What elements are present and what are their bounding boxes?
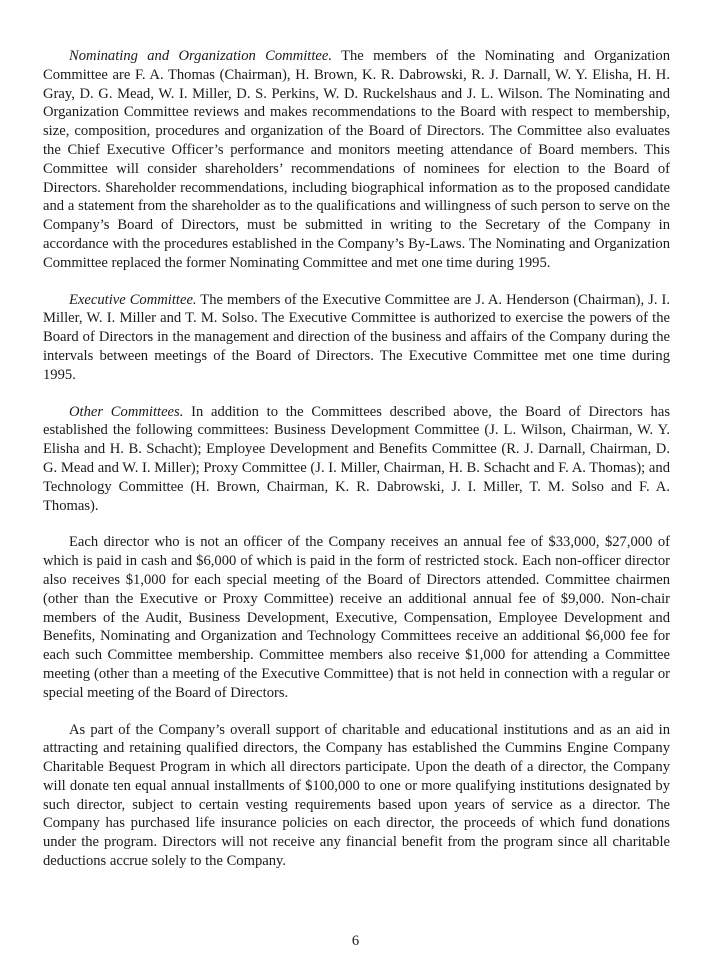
- charitable-bequest-text: As part of the Company’s overall support of charitable and educational institutions and as an aid in attracting and retaining qualified directors, the Company has established the Cummins Engine Company Charitable Bequest Program in which all directors participate. Upon the death of a director, the Company will donate ten equal annual installments of $100,000 to one or more qualifying institutions designated by such director, subject to certain vesting requirements based upon years of service as a director. The Company has purchased life insurance policies on each director, the proceeds of which fund donations under the program. Directors will not receive any financial benefit from the program since all charitable deductions accrue solely to the Company.: [43, 721, 670, 870]
- document-page: [43, 47, 670, 889]
- other-committees-text: In addition to the Committees described above, the Board of Directors has established the following committees: Business Development Committee (J. L. Wilson, Chairman, W. Y. Elisha and H. B. Schacht); Employee Development and Benefits Committee (R. J. Darnall, Chairman, D. G. Mead and W. I. Miller); Proxy Committee (J. I. Miller, Chairman, H. B. Schacht and F. A. Thomas); and Technology Committee (H. Brown, Chairman, K. R. Dabrowski, J. I. Miller, T. M. Solso and F. A. Thomas).: [43, 403, 670, 514]
- executive-committee-heading: Executive Committee.: [69, 291, 197, 308]
- nominating-committee-text: The members of the Nominating and Organization Committee are F. A. Thomas (Chairman), H. Brown, K. R. Dabrowski, R. J. Darnall, W. Y. Elisha, H. H. Gray, D. G. Mead, W. I. Miller, D. S. Perkins, W. D. Ruckelshaus and J. L. Wilson. The Nominating and Organization Committee reviews and makes recommendations to the Board with respect to membership, size, composition, procedures and organization of the Board of Directors. The Committee also evaluates the Chief Executive Officer’s performance and monitors meeting attendance of Board members. This Committee will consider shareholders’ recommendations of nominees for election to the Board of Directors. Shareholder recommendations, including biographical information as to the proposed candidate and a statement from the shareholder as to the qualifications and willingness of such person to serve on the Company’s Board of Directors, must be submitted in writing to the Secretary of the Company in accordance with the procedures established in the Company’s By-Laws. The Nominating and Organization Committee replaced the former Nominating Committee and met one time during 1995.: [43, 48, 671, 271]
- charitable-bequest-paragraph: [43, 721, 670, 871]
- executive-committee-text: The members of the Executive Committee are J. A. Henderson (Chairman), J. I. Miller, W. I. Miller and T. M. Solso. The Executive Committee is authorized to exercise the powers of the Board of Directors in the management and direction of the business and affairs of the Company during the intervals between meetings of the Board of Directors. The Executive Committee met one time during 1995.: [43, 291, 671, 383]
- executive-committee-paragraph: [43, 291, 670, 385]
- other-committees-paragraph: [43, 403, 670, 516]
- nominating-committee-heading: Nominating and Organization Committee.: [69, 48, 333, 64]
- director-fees-paragraph: [43, 533, 670, 702]
- director-fees-text: Each director who is not an officer of the Company receives an annual fee of $33,000, $27,000 of which is paid in cash and $6,000 of which is paid in the form of restricted stock. Each non-officer director also receives $1,000 for each special meeting of the Board of Directors attended. Committee chairmen (other than the Executive or Proxy Committee) receive an additional annual fee of $9,000. Non-chair members of the Audit, Business Development, Executive, Compensation, Employee Development and Benefits, Nominating and Organization and Technology Committees receive an additional $6,000 fee for each such Committee membership. Committee members also receive $1,000 for attending a Committee meeting (other than a meeting of the Executive Committee) that is not held in connection with a regular or special meeting of the Board of Directors.: [43, 534, 670, 701]
- other-committees-heading: Other Committees.: [69, 403, 184, 420]
- page-number: 6: [351, 933, 360, 949]
- nominating-committee-paragraph: [43, 47, 670, 273]
